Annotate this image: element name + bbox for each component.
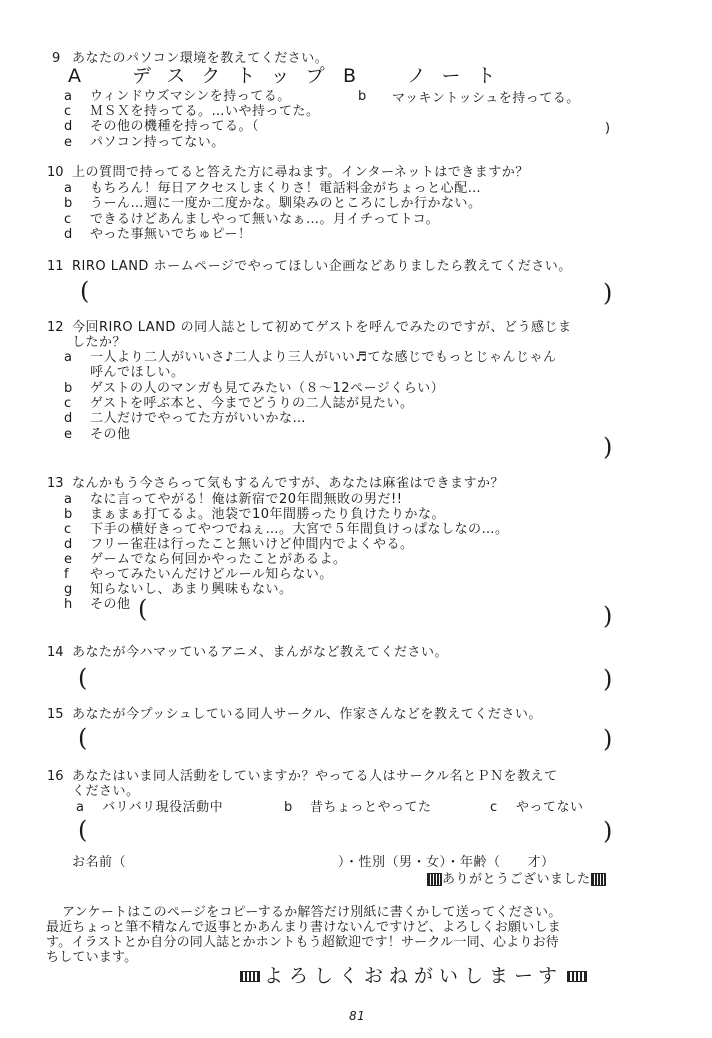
q12-opt-a-2: 呼んでほしい。 [90, 365, 185, 380]
q13-opt-g: 知らないし、あまり興味もない。 [90, 582, 293, 597]
q13-opt-b: まぁまぁ打てるよ。池袋で10年間勝ったり負けたりかな。 [90, 507, 446, 522]
q15-answer-open: ( [78, 724, 88, 752]
q12-opt-d: 二人だけでやってた方がいいかな… [90, 411, 307, 426]
q9-letter-b: b [358, 89, 367, 104]
q16-number: 16 [47, 769, 64, 784]
q12-letter-d: d [64, 411, 73, 426]
thanks-text: ありがとうございました [442, 872, 591, 887]
q9-number: 9 [52, 51, 61, 66]
q10-opt-c: できるけどあんましやって無いなぁ…。月イチってトコ。 [90, 212, 440, 227]
q16-text-1: あなたはいま同人活動をしていますか？やってる人はサークル名とＰＮを教えて [72, 769, 558, 784]
q9-letter-e: e [64, 135, 72, 150]
q13-letter-d: d [64, 537, 73, 552]
ornament-icon [427, 873, 442, 886]
thanks-line [427, 872, 606, 888]
q11-text: RIRO LAND ホームページでやってほしい企画などありましたら教えてください。 [72, 259, 572, 274]
q14-number: 14 [47, 645, 64, 660]
q13-letter-f: f [64, 567, 69, 582]
q11-number: 11 [47, 259, 64, 274]
closing-line-2: 最近ちょっと筆不精なんで返事とかあんまり書けないんですけど、よろしくお願いしま [46, 920, 561, 935]
q13-number: 13 [47, 476, 64, 491]
ornament-icon [240, 971, 260, 982]
closing-line-1: アンケートはこのページをコピーするか解答だけ別紙に書くかして送ってください。 [62, 905, 562, 920]
q13-letter-h: h [64, 597, 73, 612]
q12-opt-c: ゲストを呼ぶ本と、今までどうりの二人誌が見たい。 [90, 396, 414, 411]
q9-option-desktop: A デスクトップ [68, 65, 341, 87]
ornament-icon [591, 873, 606, 886]
q10-opt-a: もちろん！毎日アクセスしまくりさ！電話料金がちょっと心配… [90, 181, 482, 196]
q9-text: あなたのパソコン環境を教えてください。 [72, 51, 329, 66]
q12-answer-close: ) [603, 433, 613, 461]
q16-answer-close: ) [603, 817, 613, 845]
q16-text-2: ください。 [72, 784, 140, 799]
q13-opt-a: なに言ってやがる！俺は新宿で20年間無敗の男だ!! [90, 492, 403, 507]
q14-answer-open: ( [78, 664, 88, 692]
q16-opt-c: やってない [516, 800, 584, 815]
q12-letter-c: c [64, 396, 72, 411]
q9-close-paren: ) [605, 121, 611, 136]
q12-letter-b: b [64, 381, 73, 396]
name-field-label: お名前（ [72, 855, 127, 870]
q12-letter-a: a [64, 350, 72, 365]
q16-answer-open: ( [78, 816, 88, 844]
q12-letter-e: e [64, 427, 72, 442]
closing-line-4: ちしています。 [46, 950, 138, 965]
q13-answer-close: ) [603, 602, 613, 630]
closing-big-line [236, 964, 591, 988]
page-number: 81 [349, 1009, 366, 1023]
q16-opt-b: 昔ちょっとやってた [310, 800, 432, 815]
q10-letter-c: c [64, 212, 72, 227]
q12-opt-a-1: 一人より二人がいいさ♪二人より三人がいい♬てな感じでもっとじゃんじゃん [90, 350, 557, 365]
q14-text: あなたが今ハマッているアニメ、まんがなど教えてください。 [72, 645, 449, 660]
q13-opt-h: その他 [90, 597, 131, 612]
q10-opt-d: やった事無いでちゅピー！ [90, 227, 252, 242]
q11-answer-open: ( [80, 277, 90, 305]
q13-letter-a: a [64, 492, 72, 507]
q16-letter-b: b [284, 800, 293, 815]
q13-letter-b: b [64, 507, 73, 522]
ornament-icon [567, 971, 587, 982]
q9-opt-b: マッキントッシュを持ってる。 [392, 91, 580, 106]
q10-letter-a: a [64, 181, 72, 196]
q16-letter-a: a [76, 800, 84, 815]
q9-option-notebook: B ノート [343, 65, 512, 87]
q13-answer-open: ( [138, 595, 148, 623]
q12-text-1: 今回RIRO LAND の同人誌として初めてゲストを呼んでみたのですが、どう感じま [72, 320, 572, 335]
q9-opt-a: ウィンドウズマシンを持ってる。 [90, 89, 291, 104]
q13-opt-c: 下手の横好きってやつでねぇ…。大宮で５年間負けっぱなしなの…。 [90, 522, 509, 537]
closing-line-3: す。イラストとか自分の同人誌とかホントもう超歓迎です！サークル一同、心よりお待 [46, 935, 559, 950]
q10-letter-d: d [64, 227, 73, 242]
q10-text: 上の質問で持ってると答えた方に尋ねます。インターネットはできますか？ [72, 165, 529, 180]
q9-opt-e: パソコン持ってない。 [90, 135, 225, 150]
q13-text: なんかもう今さらって気もするんですが、あなたは麻雀はできますか？ [72, 476, 505, 491]
q13-letter-c: c [64, 522, 72, 537]
q12-number: 12 [47, 320, 64, 335]
q13-opt-f: やってみたいんだけどルール知らない。 [90, 567, 333, 582]
q11-answer-close: ) [603, 279, 613, 307]
q15-number: 15 [47, 707, 64, 722]
q10-letter-b: b [64, 196, 73, 211]
q9-letter-d: d [64, 119, 73, 134]
q9-letter-c: c [64, 104, 72, 119]
q9-opt-c: ＭＳＸを持ってる。…いや持ってた。 [90, 104, 320, 119]
q13-letter-g: g [64, 582, 73, 597]
q15-answer-close: ) [603, 725, 613, 753]
q16-letter-c: c [490, 800, 498, 815]
q13-letter-e: e [64, 552, 72, 567]
q10-number: 10 [47, 165, 64, 180]
q14-answer-close: ) [603, 665, 613, 693]
q15-text: あなたが今プッシュしている同人サークル、作家さんなどを教えてください。 [72, 707, 542, 722]
q13-opt-d: フリー雀荘は行ったこと無いけど仲間内でよくやる。 [90, 537, 414, 552]
gender-age-fields: ）・性別（男・女）・年齢（ 才） [338, 855, 555, 870]
q12-opt-e: その他 [90, 427, 131, 442]
q10-opt-b: うーん…週に一度か二度かな。馴染みのところにしか行かない。 [90, 196, 482, 211]
q9-letter-a: a [64, 89, 72, 104]
q12-opt-b: ゲストの人のマンガも見てみたい（８～12ページくらい） [90, 381, 445, 396]
q12-text-2: したか？ [72, 335, 127, 350]
q9-opt-d: その他の機種を持ってる。（ [90, 119, 260, 134]
closing-big-text: よろしくおねがいしまーす [264, 965, 564, 987]
q16-opt-a: バリバリ現役活動中 [102, 800, 224, 815]
q13-opt-e: ゲームでなら何回かやったことがあるよ。 [90, 552, 347, 567]
